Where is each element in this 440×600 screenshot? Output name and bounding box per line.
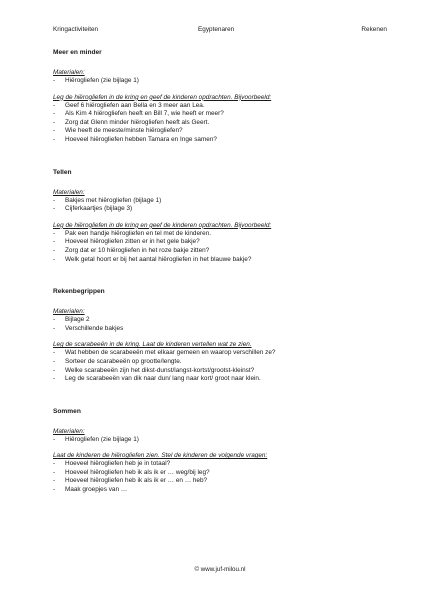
list-item-text: Wat hebben de scarabeeën met elkaar gemeen en waarop verschillen ze? xyxy=(65,349,276,357)
list-item xyxy=(53,486,383,495)
list-item xyxy=(53,325,383,334)
dash-marker: - xyxy=(53,486,56,494)
list-item xyxy=(53,230,383,239)
list-item xyxy=(53,256,383,265)
list-item-text: Zorg dat Glenn minder hiërogliefen heeft als Geert. xyxy=(65,118,210,126)
instruction-heading: Leg de scarabeeën in de kring. Laat de kinderen vertellen wat ze zien. xyxy=(53,341,252,349)
instruction-list xyxy=(53,230,383,264)
list-item xyxy=(53,436,383,445)
list-item xyxy=(53,102,383,111)
dash-marker: - xyxy=(53,135,56,143)
dash-marker: - xyxy=(53,205,56,213)
list-item xyxy=(53,349,383,358)
dash-marker: - xyxy=(53,110,56,118)
list-item xyxy=(53,367,383,376)
instructions-block xyxy=(53,341,383,383)
dash-marker: - xyxy=(53,435,56,443)
header-right-label: Rekenen xyxy=(361,26,387,33)
list-item-text: Als Kim 4 hiërogliefen heeft en Bill 7, wie heeft er meer? xyxy=(65,110,224,118)
list-item-text: Zorg dat er 10 hiërogliefen in het roze bakje zitten? xyxy=(65,246,210,254)
dash-marker: - xyxy=(53,77,56,84)
list-item-text: Welke scarabeeën zijn het dikst-dunst/langst-kortst/grootst-kleinst? xyxy=(65,366,255,374)
list-item xyxy=(53,469,383,478)
materials-heading: Materialen: xyxy=(53,188,85,196)
list-item xyxy=(53,205,383,214)
section-meer-en-minder xyxy=(53,49,383,145)
dash-marker: - xyxy=(53,101,56,109)
list-item xyxy=(53,238,383,247)
list-item-text: Hoeveel hiërogliefen zitten er in het gele bakje? xyxy=(65,238,200,246)
list-item xyxy=(53,127,383,136)
list-item-text: Hiërogliefen (zie bijlage 1) xyxy=(65,77,139,84)
list-item-text: Leg de scarabeeën van dik naar dun/ lang naar kort/ groot naar klein. xyxy=(65,375,261,383)
list-item-text: Verschillende bakjes xyxy=(65,324,124,332)
dash-marker: - xyxy=(53,477,56,485)
dash-marker: - xyxy=(53,246,56,254)
list-item-text: Geef 6 hiërogliefen aan Bella en 3 meer aan Lea. xyxy=(65,101,205,109)
dash-marker: - xyxy=(53,468,56,476)
list-item xyxy=(53,477,383,486)
section-sommen xyxy=(53,408,383,495)
header-center-label: Egyptenaren xyxy=(198,26,235,33)
list-item-text: Cijferkaartjes (bijlage 3) xyxy=(65,205,133,213)
list-item-text: Sorteer de scarabeeën op grootte/lengte. xyxy=(65,357,182,365)
section-title: Rekenbegrippen xyxy=(53,288,105,296)
section-title: Sommen xyxy=(53,407,81,415)
instructions-block xyxy=(53,452,383,494)
dash-marker: - xyxy=(53,316,56,324)
section-title: Tellen xyxy=(53,168,72,176)
dash-marker: - xyxy=(53,255,56,263)
footer-copyright: © www.juf-milou.nl xyxy=(194,566,246,573)
dash-marker: - xyxy=(53,349,56,357)
list-item xyxy=(53,247,383,256)
dash-marker: - xyxy=(53,238,56,246)
list-item xyxy=(53,119,383,128)
instruction-list xyxy=(53,102,383,145)
section-rekenbegrippen xyxy=(53,288,383,384)
materials-block xyxy=(53,189,383,214)
dash-marker: - xyxy=(53,196,56,204)
header-left-label: Kringactiviteiten xyxy=(53,26,99,33)
instructions-block xyxy=(53,222,383,264)
materials-list xyxy=(53,197,383,214)
dash-marker: - xyxy=(53,357,56,365)
instruction-heading: Laat de kinderen de hiërogliefen zien. Stel de kinderen de volgende vragen: xyxy=(53,452,268,460)
dash-marker: - xyxy=(53,460,56,468)
materials-list xyxy=(53,316,383,333)
dash-marker: - xyxy=(53,375,56,383)
list-item-text: Pak een handje hiërogliefen en tel met de kinderen. xyxy=(65,229,212,237)
list-item-text: Bijlage 2 xyxy=(65,316,90,324)
list-item-text: Hoeveel hiërogliefen heb je in totaal? xyxy=(65,460,171,468)
list-item-text: Bakjes met hiërogliefen (bijlage 1) xyxy=(65,196,162,204)
materials-heading: Materialen: xyxy=(53,427,85,435)
list-item-text: Welk getal hoort er bij het aantal hiërogliefen in het blauwe bakje? xyxy=(65,255,252,263)
list-item-text: Hoeveel hiërogliefen heb ik als ik er … weg/bij leg? xyxy=(65,468,210,476)
section-title: Meer en minder xyxy=(53,49,102,56)
dash-marker: - xyxy=(53,118,56,126)
materials-heading: Materialen: xyxy=(53,308,85,316)
dash-marker: - xyxy=(53,366,56,374)
materials-list xyxy=(53,436,383,445)
list-item-text: Hoeveel hiërogliefen hebben Tamara en Inge samen? xyxy=(65,135,217,143)
dash-marker: - xyxy=(53,324,56,332)
instruction-heading: Leg de hiërogliefen in de kring en geef de kinderen opdrachten. Bijvoorbeeld: xyxy=(53,93,272,101)
materials-heading: Materialen: xyxy=(53,69,85,76)
list-item-text: Maak groepjes van … xyxy=(65,486,128,494)
list-item xyxy=(53,316,383,325)
instruction-list xyxy=(53,460,383,494)
instruction-heading: Leg de hiërogliefen in de kring en geef de kinderen opdrachten. Bijvoorbeeld: xyxy=(53,221,272,229)
materials-block xyxy=(53,69,383,86)
list-item xyxy=(53,77,383,86)
instruction-list xyxy=(53,349,383,383)
document-body xyxy=(53,49,383,519)
list-item xyxy=(53,375,383,384)
section-tellen xyxy=(53,169,383,265)
dash-marker: - xyxy=(53,127,56,135)
list-item xyxy=(53,110,383,119)
list-item-text: Wie heeft de meeste/minste hiërogliefen? xyxy=(65,127,183,135)
dash-marker: - xyxy=(53,229,56,237)
list-item xyxy=(53,358,383,367)
list-item-text: Hiërogliefen (zie bijlage 1) xyxy=(65,435,139,443)
list-item xyxy=(53,460,383,469)
instructions-block xyxy=(53,94,383,145)
page-header xyxy=(53,26,387,36)
materials-block xyxy=(53,428,383,445)
materials-list xyxy=(53,77,383,86)
materials-block xyxy=(53,308,383,333)
list-item xyxy=(53,197,383,206)
list-item xyxy=(53,136,383,145)
list-item-text: Hoeveel hiërogliefen heb ik als ik er … en … heb? xyxy=(65,477,208,485)
